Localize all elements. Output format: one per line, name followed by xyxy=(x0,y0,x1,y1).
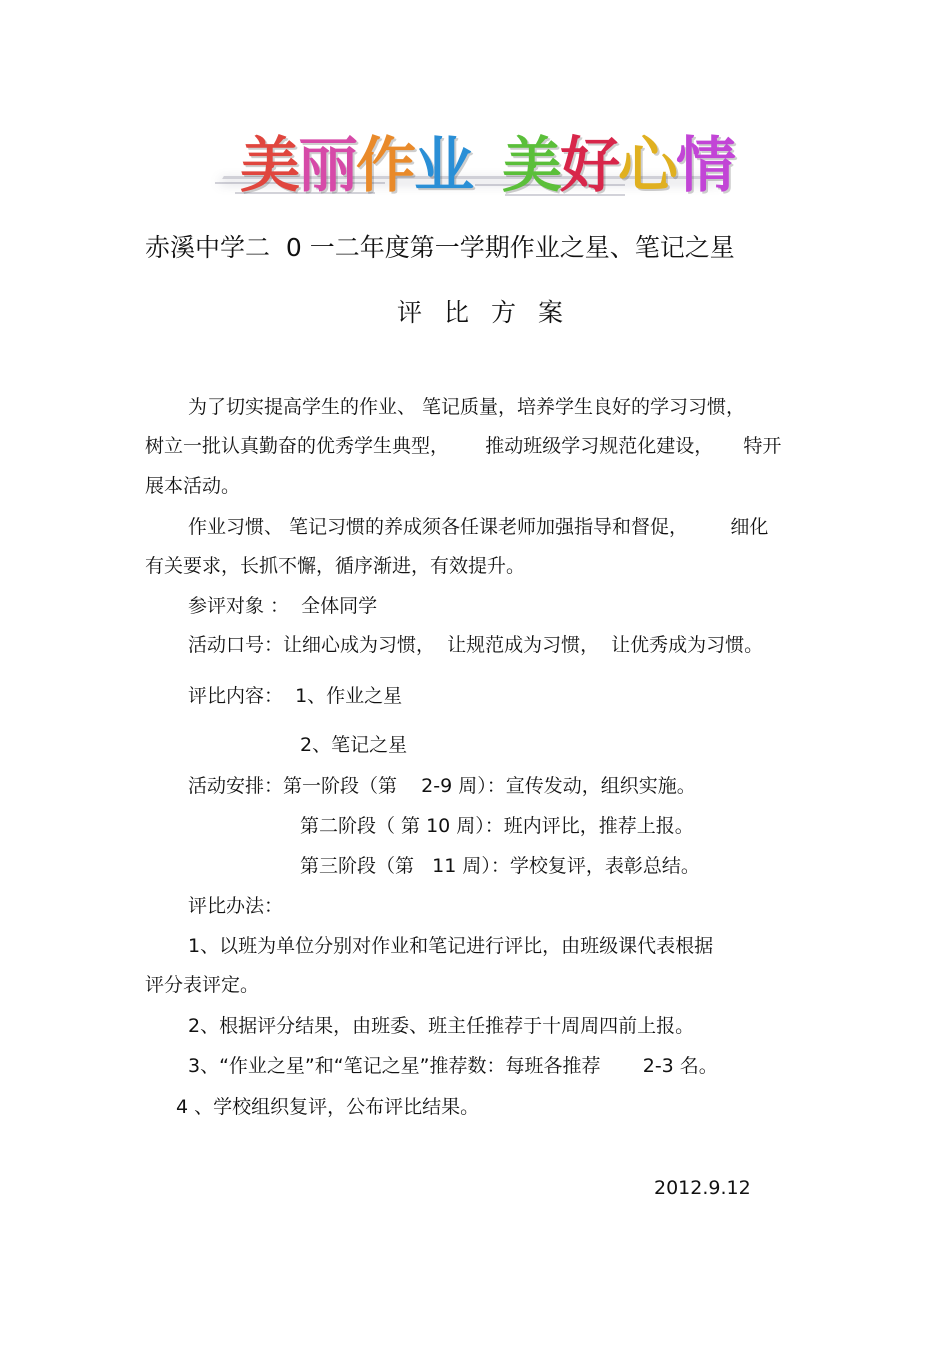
banner-char: 心 xyxy=(618,131,678,201)
banner-characters xyxy=(240,126,740,216)
method-line: 4 、学校组织复评，公布评比结果。 xyxy=(176,1096,480,1118)
banner-char: 情 xyxy=(676,131,736,201)
method-line: 评分表评定。 xyxy=(145,974,260,996)
schedule-line: 第二阶段（ 第 10 周）：班内评比，推荐上报。 xyxy=(300,815,694,837)
method-line: 3、“作业之星”和“笔记之星”推荐数：每班各推荐 2-3 名。 xyxy=(188,1055,718,1077)
schedule-line: 第三阶段（第 11 周）：学校复评，表彰总结。 xyxy=(300,855,700,877)
method-line: 1、以班为单位分别对作业和笔记进行评比，由班级课代表根据 xyxy=(188,935,714,957)
schedule-line: 活动安排：第一阶段（第 2-9 周）：宣传发动，组织实施。 xyxy=(188,775,696,797)
content-line: 评比内容： 1、作业之星 xyxy=(188,685,403,707)
paragraph-line: 展本活动。 xyxy=(145,475,241,497)
banner-char: 好 xyxy=(560,131,620,201)
banner-char: 美 xyxy=(240,131,300,201)
banner-char: 丽 xyxy=(298,131,358,201)
paragraph-line: 有关要求，长抓不懈，循序渐进，有效提升。 xyxy=(145,555,526,577)
content-line: 2、笔记之星 xyxy=(300,734,408,756)
document-subtitle: 评比方案 xyxy=(397,298,586,327)
banner-char: 作 xyxy=(356,131,416,201)
method-line: 2、根据评分结果，由班委、班主任推荐于十周周四前上报。 xyxy=(188,1015,695,1037)
paragraph-line: 为了切实提高学生的作业、 笔记质量，培养学生良好的学习习惯， xyxy=(188,396,746,418)
paragraph-line: 作业习惯、 笔记习惯的养成须各任课老师加强指导和督促， 细化 xyxy=(188,516,769,538)
participants-line: 参评对象 ： 全体同学 xyxy=(188,595,378,617)
paragraph-line: 树立一批认真勤奋的优秀学生典型， 推动班级学习规范化建设， 特开 xyxy=(145,435,782,457)
banner-char: 业 xyxy=(414,131,474,201)
slogan-line: 活动口号：让细心成为习惯， 让规范成为习惯， 让优秀成为习惯。 xyxy=(188,634,764,656)
document-date: 2012.9.12 xyxy=(654,1177,751,1199)
banner-logo xyxy=(215,118,735,216)
banner-char: 美 xyxy=(502,131,562,201)
document-title: 赤溪中学二 0 一二年度第一学期作业之星、笔记之星 xyxy=(145,233,735,262)
method-heading: 评比办法： xyxy=(188,895,284,917)
